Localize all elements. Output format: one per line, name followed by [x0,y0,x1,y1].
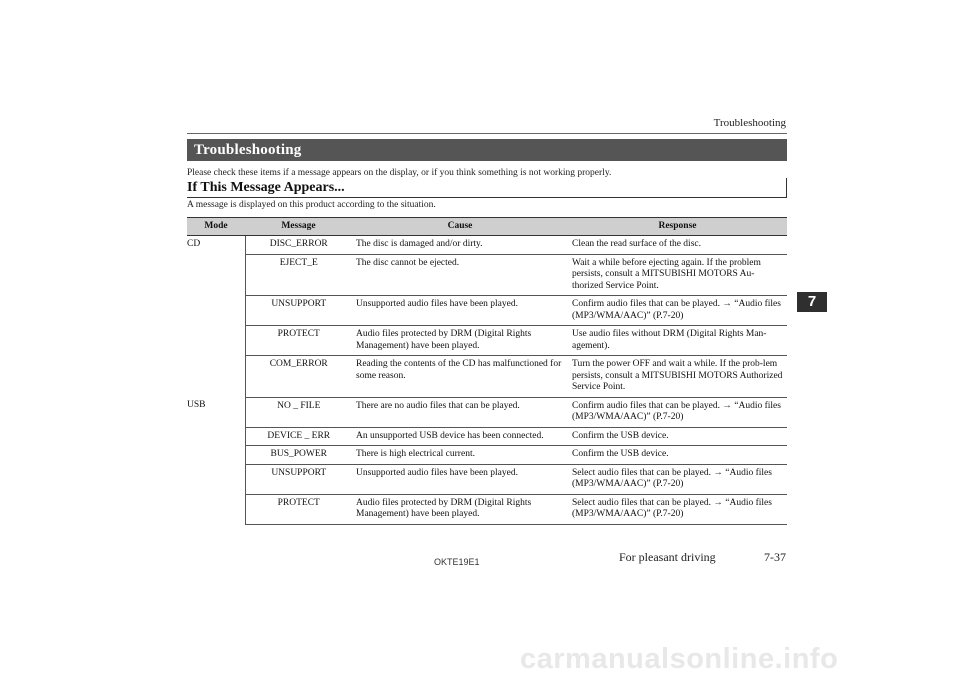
section-title: If This Message Appears... [187,178,787,198]
cause-cell: Unsupported audio files have been played. [352,464,568,494]
chapter-tab: 7 [797,292,827,312]
footer-code: OKTE19E1 [434,557,480,567]
response-cell: Use audio files without DRM (Digital Rights Man-agement). [568,326,787,356]
response-cell: Confirm audio files that can be played. → “Audio files (MP3/WMA/AAC)” (P.7-20) [568,397,787,427]
header-response: Response [568,218,787,236]
message-cell: UNSUPPORT [245,464,352,494]
mode-cell [187,446,245,465]
cause-cell: Unsupported audio files have been played. [352,296,568,326]
response-cell: Turn the power OFF and wait a while. If the prob-lem persists, consult a MITSUBISHI MOTORS Authorized Service Point. [568,356,787,398]
intro-text: Please check these items if a message appears on the display, or if you think something is not working properly. [187,168,612,178]
cause-cell: Audio files protected by DRM (Digital Rights Management) have been played. [352,494,568,524]
message-cell: DISC_ERROR [245,236,352,255]
table-row [187,427,787,446]
header-message: Message [245,218,352,236]
table-row [187,326,787,356]
table-row [187,494,787,524]
cause-cell: The disc is damaged and/or dirty. [352,236,568,255]
message-cell: PROTECT [245,326,352,356]
mode-cell [187,326,245,356]
page-title: Troubleshooting [187,139,787,161]
message-cell: UNSUPPORT [245,296,352,326]
response-cell: Select audio files that can be played. → “Audio files (MP3/WMA/AAC)” (P.7-20) [568,464,787,494]
response-cell: Confirm the USB device. [568,446,787,465]
table-row [187,397,787,427]
mode-cell: USB [187,397,245,427]
table-row [187,254,787,296]
header-cause: Cause [352,218,568,236]
footer-section: For pleasant driving [619,550,716,564]
mode-cell [187,296,245,326]
table-row [187,446,787,465]
section-intro-text: A message is displayed on this product according to the situation. [187,200,436,210]
running-head: Troubleshooting [713,117,786,129]
response-cell: Confirm audio files that can be played. → “Audio files (MP3/WMA/AAC)” (P.7-20) [568,296,787,326]
message-cell: PROTECT [245,494,352,524]
message-cell: BUS_POWER [245,446,352,465]
cause-cell: The disc cannot be ejected. [352,254,568,296]
header-mode: Mode [187,218,245,236]
table-row [187,236,787,255]
response-cell: Wait a while before ejecting again. If the problem persists, consult a MITSUBISHI MOTORS Au-thorized Service Point. [568,254,787,296]
table-row [187,296,787,326]
message-cell: COM_ERROR [245,356,352,398]
watermark: carmanualsonline.info [520,643,839,675]
page-number: 7-37 [764,550,786,564]
mode-cell [187,494,245,524]
mode-cell [187,464,245,494]
table-row [187,464,787,494]
mode-cell [187,254,245,296]
table-header-row [187,218,787,236]
mode-cell [187,356,245,398]
troubleshooting-table [187,217,787,525]
cause-cell: Audio files protected by DRM (Digital Rights Management) have been played. [352,326,568,356]
header-rule [187,133,787,134]
cause-cell: There is high electrical current. [352,446,568,465]
cause-cell: There are no audio files that can be played. [352,397,568,427]
message-cell: EJECT_E [245,254,352,296]
cause-cell: An unsupported USB device has been connected. [352,427,568,446]
message-cell: DEVICE _ ERR [245,427,352,446]
mode-cell: CD [187,236,245,255]
table-row [187,356,787,398]
response-cell: Confirm the USB device. [568,427,787,446]
message-cell: NO _ FILE [245,397,352,427]
cause-cell: Reading the contents of the CD has malfunctioned for some reason. [352,356,568,398]
response-cell: Select audio files that can be played. → “Audio files (MP3/WMA/AAC)” (P.7-20) [568,494,787,524]
mode-cell [187,427,245,446]
response-cell: Clean the read surface of the disc. [568,236,787,255]
